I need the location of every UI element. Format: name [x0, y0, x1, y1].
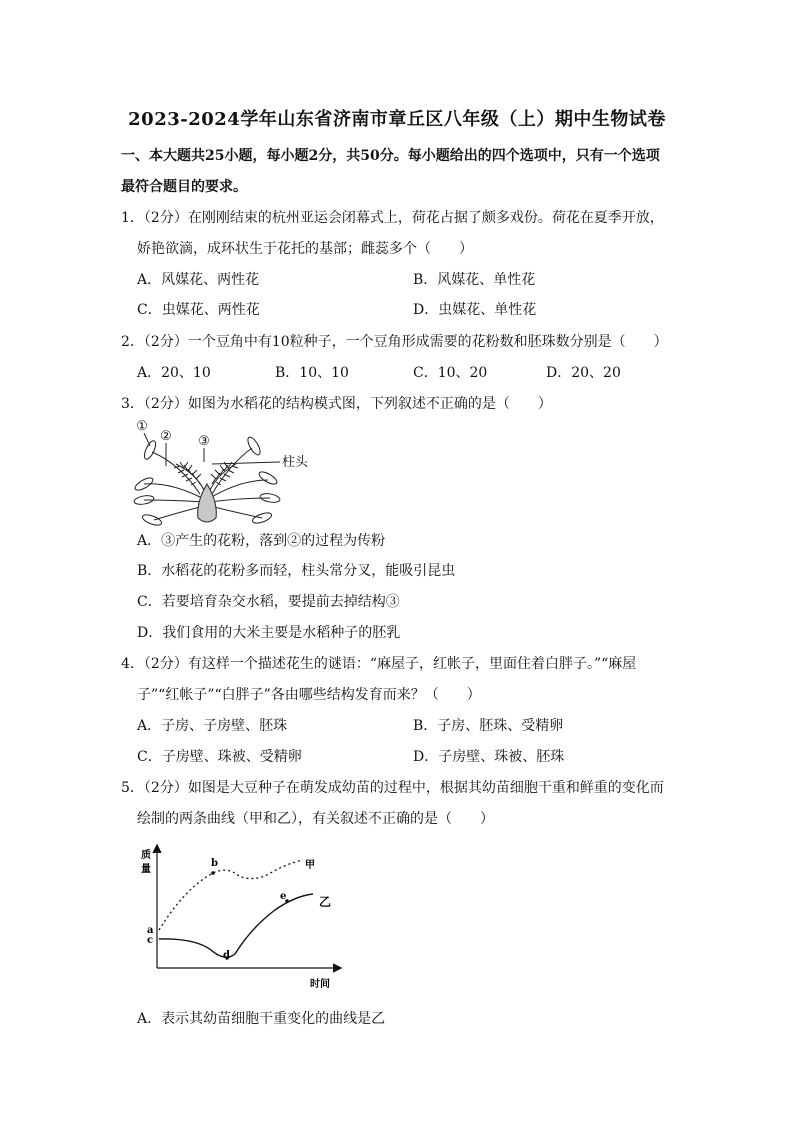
- point-e: e: [280, 891, 287, 902]
- point-d: d: [223, 950, 230, 961]
- x-axis-label: 时间: [310, 979, 330, 990]
- question-1-line-2: 娇艳欲滴，成环状生于花托的基部；雌蕊多个（ ）: [137, 241, 473, 257]
- question-3-option-d: D．我们食用的大米主要是水稻种子的胚乳: [137, 625, 401, 641]
- question-3-option-a: A．③产生的花粉，落到②的过程为传粉: [137, 533, 386, 549]
- question-4-option-b: B．子房、胚珠、受精卵: [413, 718, 564, 734]
- question-1-option-d: D．虫媒花、单性花: [413, 302, 537, 318]
- question-1-option-c: C．虫媒花、两性花: [137, 302, 260, 318]
- section-instructions-line-2: 最符合题目的要求。: [121, 179, 247, 195]
- question-1-option-a: A．风媒花、两性花: [137, 272, 260, 288]
- question-4-option-a: A．子房、子房壁、胚珠: [137, 718, 288, 734]
- label-2: ②: [160, 429, 172, 444]
- question-5-line-1: 5．（2分）如图是大豆种子在萌发成幼苗的过程中，根据其幼苗细胞干重和鲜重的变化而: [121, 780, 664, 796]
- question-4-line-2: 子”“红帐子”“白胖子”各由哪些结构发育而来？（ ）: [137, 687, 481, 703]
- section-instructions-line-1: 一、本大题共25小题，每小题2分，共50分。每小题给出的四个选项中，只有一个选项: [121, 148, 660, 164]
- y-axis-label-char-1: 质: [141, 850, 151, 861]
- question-5-line-2: 绘制的两条曲线（甲和乙），有关叙述不正确的是（ ）: [137, 811, 494, 827]
- point-a: a: [147, 925, 154, 936]
- rice-flower-diagram: [130, 414, 320, 526]
- label-3: ③: [198, 434, 210, 449]
- question-5-option-a: A．表示其幼苗细胞干重变化的曲线是乙: [137, 1011, 386, 1027]
- exam-title: 2023-2024学年山东省济南市章丘区八年级（上）期中生物试卷: [128, 109, 666, 130]
- question-1-option-b: B．风媒花、单性花: [413, 272, 536, 288]
- seedling-mass-graph: [135, 838, 350, 998]
- question-3-line-1: 3．（2分）如图为水稻花的结构模式图，下列叙述不正确的是（ ）: [121, 396, 552, 412]
- question-2-line-1: 2．（2分）一个豆角中有10粒种子，一个豆角形成需要的花粉数和胚珠数分别是（ ）: [121, 334, 668, 350]
- question-2-option-b: B．10、10: [275, 365, 349, 381]
- question-2-option-d: D．20、20: [546, 365, 621, 381]
- question-2-option-a: A．20、10: [137, 365, 211, 381]
- question-4-option-c: C．子房壁、珠被、受精卵: [137, 749, 302, 765]
- question-1-line-1: 1．（2分）在刚刚结束的杭州亚运会闭幕式上，荷花占据了颇多戏份。荷花在夏季开放，: [121, 210, 664, 226]
- point-b: b: [211, 858, 218, 869]
- point-c: c: [147, 935, 154, 946]
- curve-yi: [159, 894, 313, 957]
- label-1: ①: [136, 419, 148, 434]
- question-2-option-c: C．10、20: [413, 365, 488, 381]
- y-axis-label-char-2: 量: [141, 864, 151, 875]
- series-label-yi: 乙: [319, 895, 332, 909]
- question-3-option-b: B．水稻花的花粉多而轻，柱头常分叉，能吸引昆虫: [137, 563, 456, 579]
- question-4-line-1: 4．（2分）有这样一个描述花生的谜语：“麻屋子，红帐子，里面住着白胖子。”“麻屋: [121, 656, 637, 672]
- stigma-label: 柱头: [282, 455, 309, 470]
- question-3-option-c: C．若要培育杂交水稻，要提前去掉结构③: [137, 594, 400, 610]
- question-4-option-d: D．子房壁、珠被、胚珠: [413, 749, 565, 765]
- series-label-jia: 甲: [305, 860, 315, 871]
